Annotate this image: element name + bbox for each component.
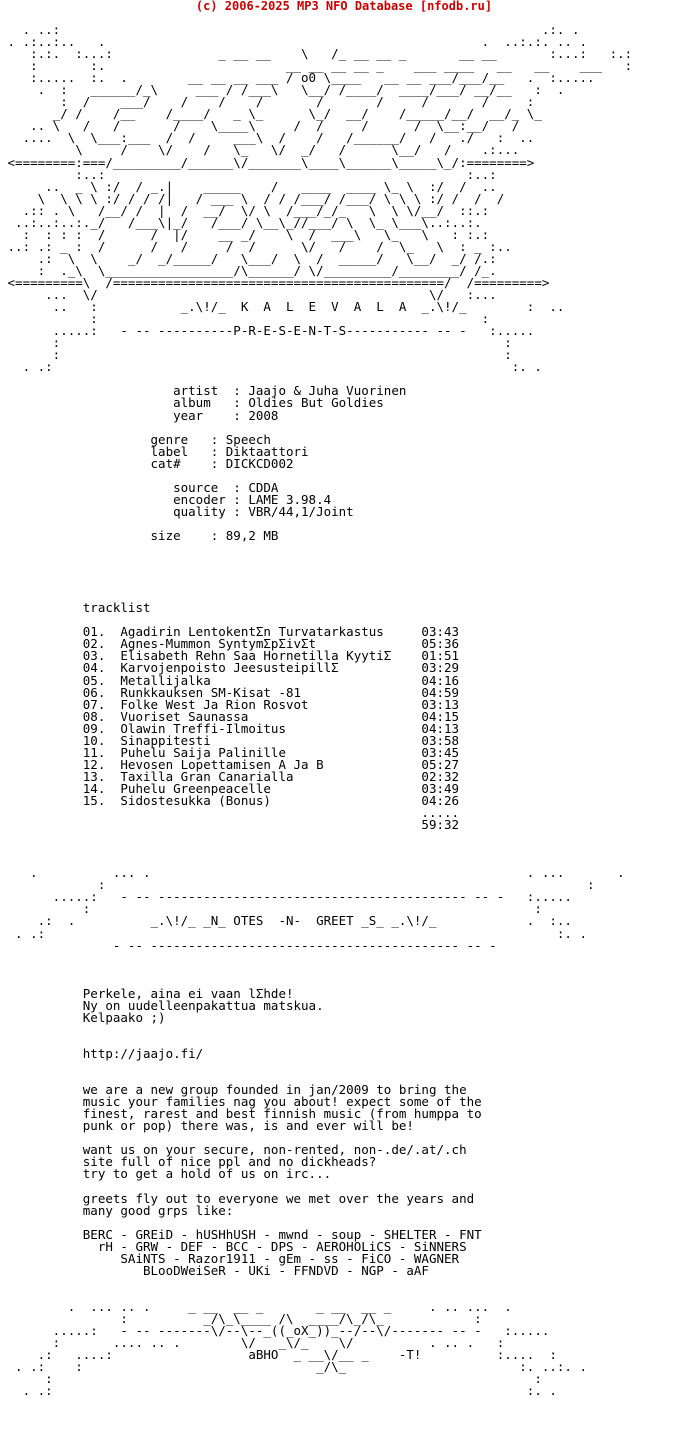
- nfo-line: 12. Hevosen Lopettamisen A Ja B 05:27: [0, 756, 460, 772]
- nfo-line: finest, rarest and best finnish music (from humppa to: [0, 1106, 482, 1122]
- nfo-line: .... \ \___:___ / / ___\ / / /______/ / ./ : ..: [0, 130, 535, 146]
- nfo-line: . .: :. .: [0, 359, 542, 375]
- nfo-line: 07. Folke West Ja Rion Rosvot 03:13: [0, 696, 460, 712]
- nfo-line: 06. Runkkauksen SM-Kisat -81 04:59: [0, 684, 460, 700]
- nfo-line: 04. Karvojenpoisto JeesusteipillΣ 03:29: [0, 660, 460, 676]
- nfo-line: .:: . \ /__/ / | / __/ \/ \ /___/_/_ \ \ \/__/ ::.:: [0, 202, 490, 218]
- nfo-line: : _/\_\____ /\ ____/\_/\_ :: [0, 1311, 482, 1327]
- nfo-line: . .: :. .: [0, 925, 587, 941]
- nfo-line: . : ______/_\ ___ / /___\ \__/ /____/ ____/___/ __/__ : .: [0, 82, 565, 98]
- nfo-line: 09. Olawin Treffi-Ilmoitus 04:13: [0, 720, 460, 736]
- nfo-line: . .: : _/\_ :. ..:. .: [0, 1359, 587, 1375]
- nfo-line: \ \ \ \ :/ / / /| / ___ \ / / /___/ /___/ \ \ \ :/ / / /: [0, 190, 505, 206]
- nfo-line: : :: [0, 901, 542, 917]
- nfo-line: : :: [0, 347, 512, 363]
- nfo-line: album : Oldies But Goldies: [0, 395, 384, 411]
- nfo-line: want us on your secure, non-rented, non-.de/.at/.ch: [0, 1142, 467, 1158]
- nfo-line: : .... .. . \/ _\/_ \/ . .. . :: [0, 1335, 505, 1351]
- nfo-line: . .:..:.. . . ..:.:. .. .: [0, 34, 587, 50]
- nfo-line: 01. Agadirin LentokentΣn Turvatarkastus 03:43: [0, 624, 460, 640]
- nfo-line: 08. Vuoriset Saunassa 04:15: [0, 708, 460, 724]
- nfo-line: 59:32: [0, 817, 460, 833]
- nfo-line: : / ___/ / / / / / / / :: [0, 94, 535, 110]
- nfo-line: try to get a hold of us on irc...: [0, 1166, 332, 1182]
- nfo-line: BLooDWeiSeR - UKi - FFNDVD - NGP - aAF: [0, 1262, 429, 1278]
- site-credit: (c) 2006-2025 MP3 NFO Database [nfodb.ru]: [195, 0, 493, 13]
- nfo-line: : :: [0, 1371, 542, 1387]
- nfo-line: size : 89,2 MB: [0, 527, 279, 543]
- nfo-line: source : CDDA: [0, 479, 279, 495]
- nfo-line: 13. Taxilla Gran Canarialla 02:32: [0, 768, 460, 784]
- nfo-line: <========:===/_________/______\/_______\____\______\_____\_/:========>: [0, 154, 535, 170]
- nfo-line: - -- ----------------------------------------- -- -: [0, 937, 497, 953]
- nfo-line: :..... :. . __ __ __ ___ / o0 \____ __ __ ___/___/__ . :.....: [0, 70, 595, 86]
- nfo-line: .: ....: aBHO _ __\/__ _ -T! :.... :: [0, 1347, 557, 1363]
- nfo-line: music your families nag you about! expect some of the: [0, 1094, 482, 1110]
- nfo-line: : :: [0, 877, 595, 893]
- nfo-line: SAiNTS - Razor1911 - gEm - ss - FiCO - WAGNER: [0, 1250, 460, 1266]
- nfo-line: ..: .: _ : / / / / / \/ / / \_ \ : _ :..: [0, 238, 512, 254]
- nfo-line: 11. Puhelu Saija Palinille 03:45: [0, 744, 460, 760]
- nfo-line: : :: [0, 311, 490, 327]
- nfo-line: site full of nice ppl and no dickheads?: [0, 1154, 377, 1170]
- nfo-text: [0, 24, 632, 1397]
- nfo-line: punk or pop) there was, is and ever will be!: [0, 1118, 414, 1134]
- nfo-line: \ / \/ / \_ \/ _/ / \__/ / .:...: [0, 142, 520, 158]
- nfo-line: we are a new group founded in jan/2009 to bring the: [0, 1082, 467, 1098]
- nfo-line: BERC - GREiD - hUSHhUSH - mwnd - soup - SHELTER - FNT: [0, 1226, 482, 1242]
- nfo-line: .....: - -- -------\/--\--_((_oX_))_--/--\/------- -- - :.....: [0, 1323, 550, 1339]
- nfo-line: .: \ \ _/ _/_____/ \___/ \ / _____/ \__/ _/ /.:: [0, 250, 497, 266]
- nfo-line: 10. Sinappitesti 03:58: [0, 732, 460, 748]
- nfo-line: label : Diktaattori: [0, 443, 309, 459]
- nfo-line: artist : Jaajo & Juha Vuorinen: [0, 383, 407, 399]
- nfo-line: rH - GRW - DEF - BCC - DPS - AEROHOLiCS - SiNNERS: [0, 1238, 467, 1254]
- nfo-line: quality : VBR/44,1/Joint: [0, 503, 354, 519]
- nfo-line: 15. Sidostesukka (Bonus) 04:26: [0, 793, 460, 808]
- nfo-line: :..: :..:: [0, 166, 497, 182]
- nfo-line: genre : Speech: [0, 431, 271, 447]
- nfo-line: .. _ \ :/ / _.| _____ / ____ ____ \_ \ :/ / ..: [0, 178, 497, 194]
- nfo-line: . ..: .:. .: [0, 22, 580, 37]
- nfo-line: .....: [0, 805, 460, 821]
- nfo-line: ..:..:..:._/ /___\|_/ /___/ \__\_//___/ \ \_ \___\..:..:.: [0, 214, 482, 230]
- nfo-line: : :: [0, 335, 512, 351]
- nfo-line: Ny on uudelleenpakattua matskua.: [0, 997, 324, 1013]
- nfo-line: <=========\ /============================================/ /=========>: [0, 274, 550, 290]
- nfo-line: greets fly out to everyone we met over the years and: [0, 1190, 475, 1206]
- nfo-line: .. \ / / / \____\ / / / / \__:__/ /: [0, 118, 520, 134]
- nfo-line: .: . _.\!/_ _N_ OTES -N- GREET _S_ _.\!/_ . :..: [0, 913, 572, 929]
- nfo-line: :.:. :...: _ __ __ \ /_ __ __ _ __ __ :...: :.:: [0, 46, 633, 62]
- nfo-line: encoder : LAME 3.98.4: [0, 491, 332, 507]
- nfo-line: .. : _.\!/_ K A L E V A L A _.\!/_ : ..: [0, 299, 565, 315]
- nfo-line: . ... . . ... .: [0, 865, 625, 881]
- nfo-line: 05. Metallijalka 04:16: [0, 672, 460, 688]
- nfo-line: : :. __ __ __ __ _ ___ ____ __ __ ___ :: [0, 58, 633, 74]
- nfo-line: 14. Puhelu Greenpeacelle 03:49: [0, 780, 460, 796]
- nfo-line: tracklist: [0, 600, 151, 616]
- nfo-line: .....: - -- ----------P-R-E-S-E-N-T-S----------- -- - :.....: [0, 323, 535, 339]
- nfo-line: . ... .. . _ __ __ _ _ __ __ _ . .. ... .: [0, 1298, 512, 1314]
- nfo-line: 02. Agnes-Mummon SyntymΣpΣivΣt 05:36: [0, 636, 460, 652]
- nfo-line: 03. Elisabeth Rehn Saa Hornetilla KyytiΣ 01:51: [0, 648, 460, 664]
- nfo-line: year : 2008: [0, 407, 279, 423]
- nfo-line: http://jaajo.fi/: [0, 1045, 204, 1061]
- nfo-line: .....: - -- ----------------------------------------- -- - :.....: [0, 889, 572, 905]
- nfo-line: : : : : / / |/ __ _/ \ / ___\ \_ \ : :.:: [0, 226, 490, 242]
- nfo-line: : ._\ \_________________/\______/ \/_________/________/ /_.: [0, 262, 497, 278]
- nfo-line: ... \/ \/ :...: [0, 287, 497, 303]
- nfo-line: many good grps like:: [0, 1202, 234, 1218]
- nfo-line: _/ / /__ /____/ _ \_ \_/ __/ /_____/__/ __/_ \_: [0, 106, 542, 122]
- nfo-line: Kelpaako ;): [0, 1009, 166, 1025]
- nfo-line: . .: :. .: [0, 1383, 557, 1399]
- nfo-line: Perkele, aina ei vaan lΣhde!: [0, 985, 294, 1001]
- nfo-line: cat# : DICKCD002: [0, 455, 294, 471]
